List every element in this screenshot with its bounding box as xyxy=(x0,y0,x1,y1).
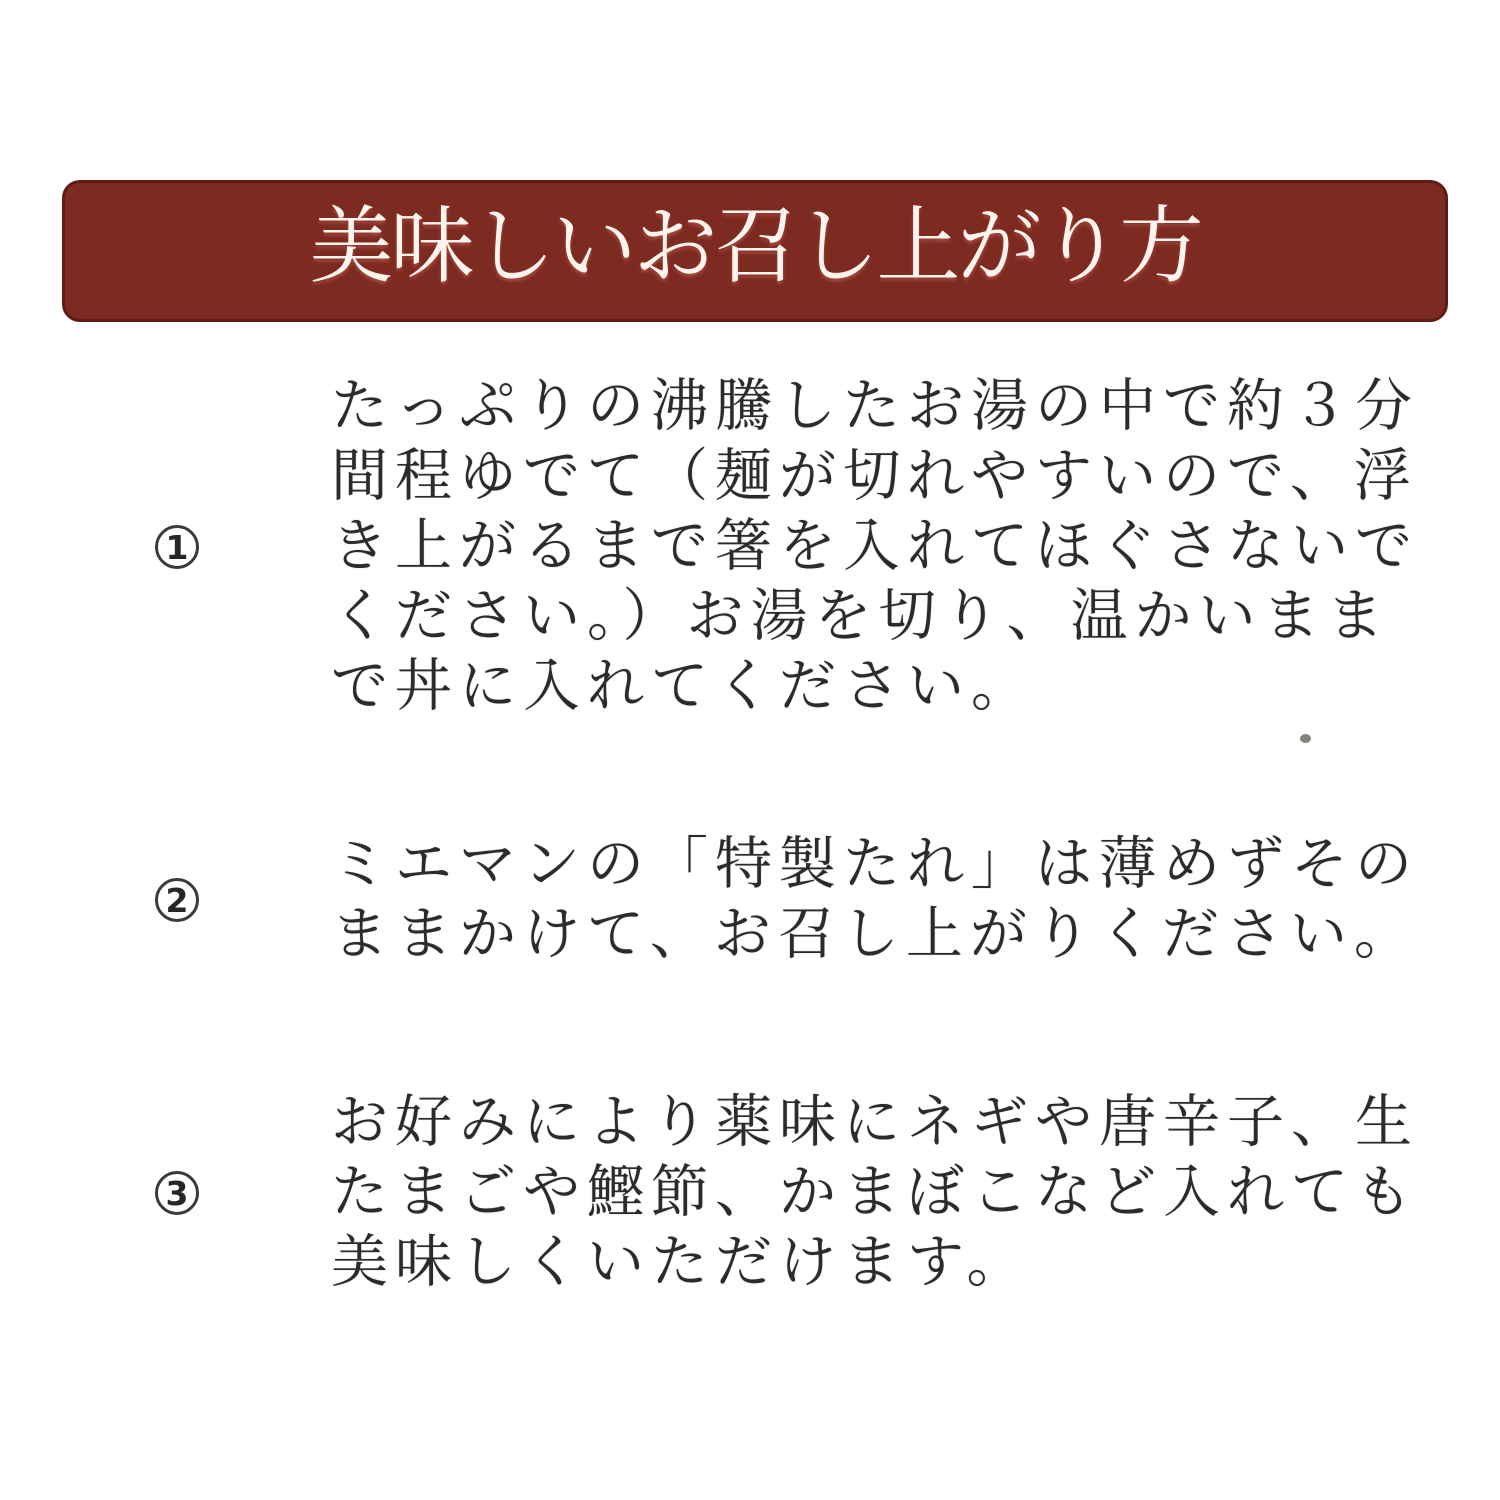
step-3-line-1: お好みにより薬味にネギや唐辛子、生 xyxy=(331,1091,1419,1154)
step-1-number-badge: 1 xyxy=(155,525,199,569)
step-3 xyxy=(150,1088,1441,1298)
header-band xyxy=(62,180,1448,322)
step-1-line-1: たっぷりの沸騰したお湯の中で約３分 xyxy=(331,375,1419,438)
page-title: 美味しいお召し上がり方 xyxy=(309,201,1201,294)
scan-speck xyxy=(1300,734,1311,743)
step-1-line-4: ください。）お湯を切り、温かいまま xyxy=(331,585,1391,648)
step-1-line-5: で丼に入れてください。 xyxy=(331,655,1035,718)
step-3-text xyxy=(331,1088,1441,1298)
step-3-line-3: 美味しくいただけます。 xyxy=(331,1231,1031,1294)
step-1 xyxy=(150,372,1441,722)
step-1-line-3: き上がるまで箸を入れてほぐさないで xyxy=(331,515,1419,578)
step-2-text xyxy=(331,830,1441,970)
step-2-line-2: ままかけて、お召し上がりください。 xyxy=(331,903,1418,966)
step-2-line-1: ミエマンの「特製たれ」は薄めずその xyxy=(331,833,1419,896)
step-1-text xyxy=(331,372,1441,722)
step-2 xyxy=(150,830,1441,970)
step-1-line-2: 間程ゆでて（麺が切れやすいので、浮 xyxy=(331,445,1418,508)
step-3-number-badge: 3 xyxy=(155,1171,199,1215)
step-2-number-badge: 2 xyxy=(155,878,199,922)
step-3-line-2: たまごや鰹節、かまぼこなど入れても xyxy=(331,1161,1419,1224)
